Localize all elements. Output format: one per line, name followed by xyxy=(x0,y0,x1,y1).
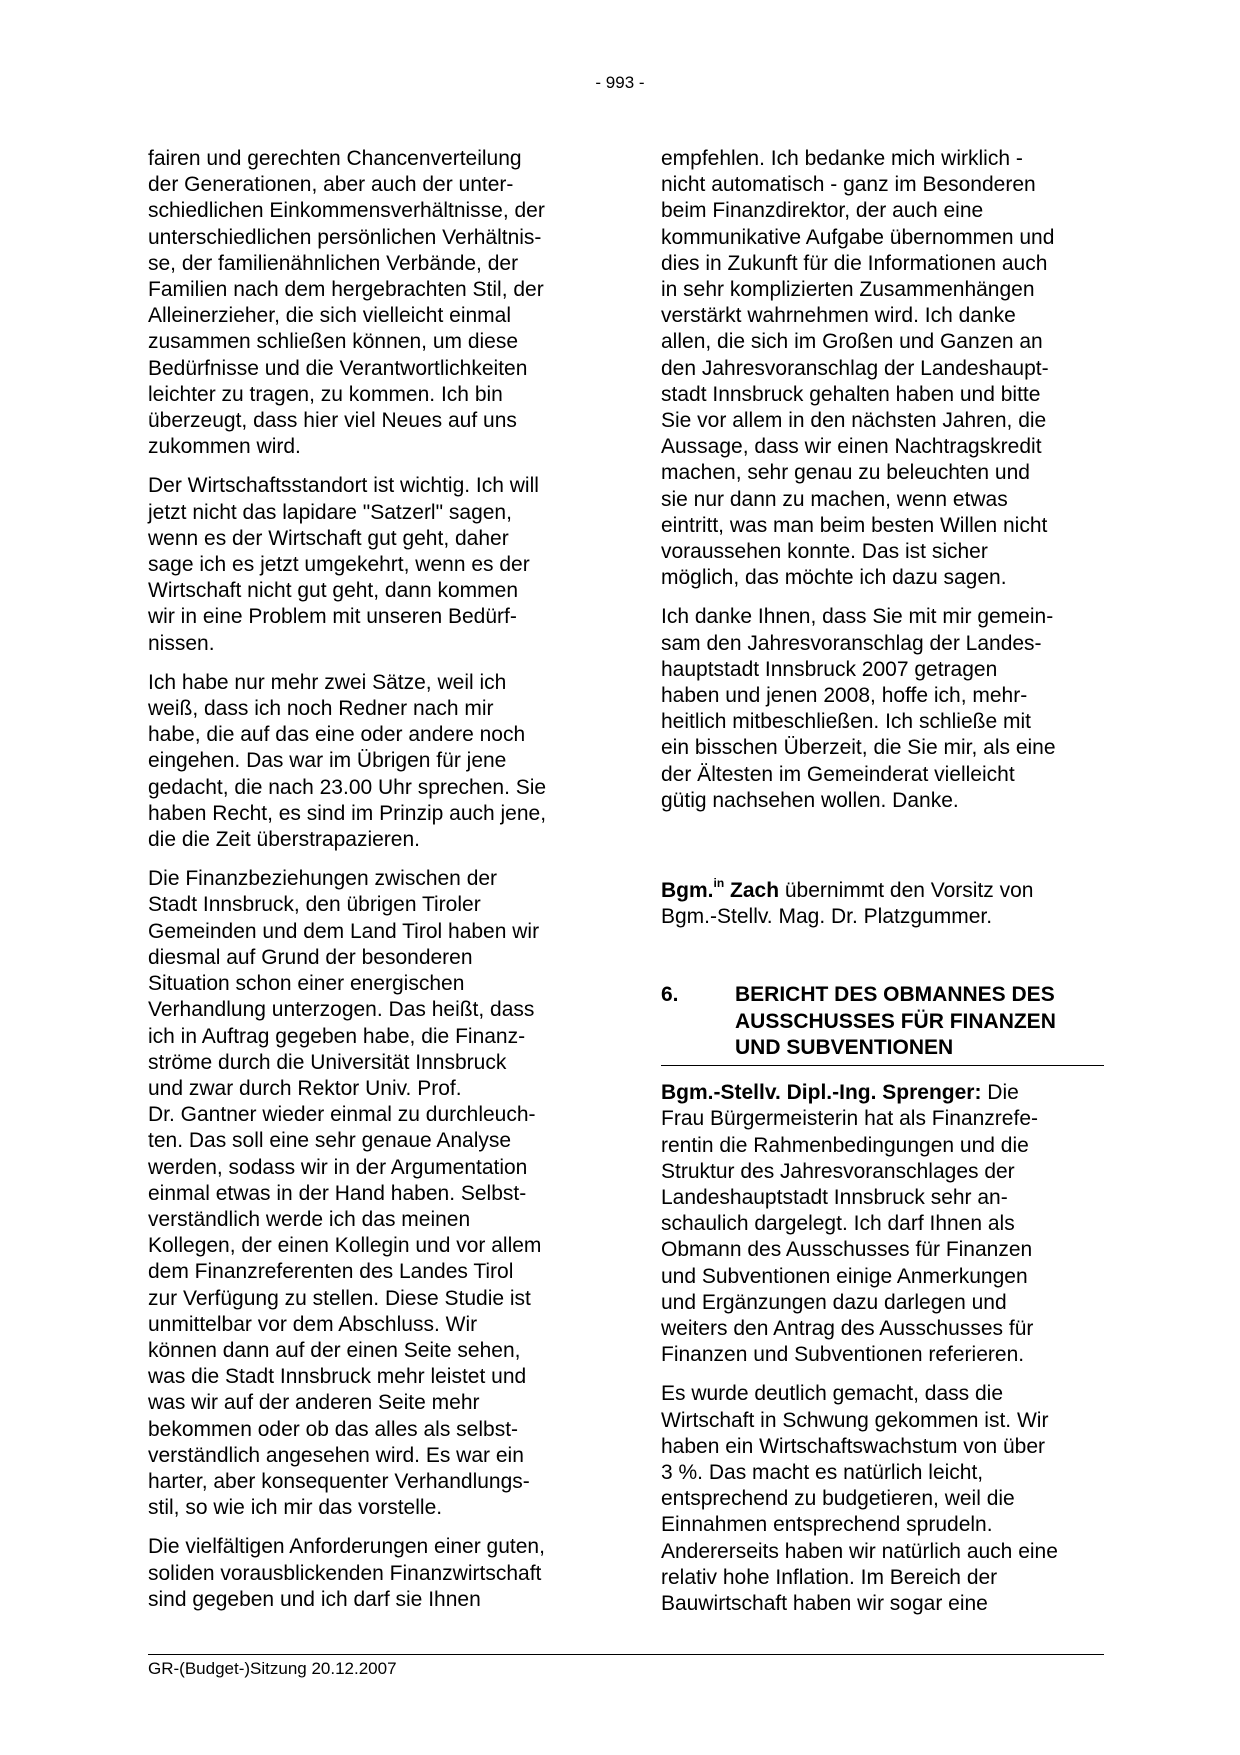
text-line: leichter zu tragen, zu kommen. Ich bin xyxy=(148,382,503,406)
paragraph xyxy=(148,1534,588,1613)
text-line: Ich habe nur mehr zwei Sätze, weil ich xyxy=(148,670,507,694)
text-line: heitlich mitbeschließen. Ich schließe mit xyxy=(661,710,1031,734)
text-line: schaulich dargelegt. Ich darf Ihnen als xyxy=(661,1212,1015,1236)
text-line: kommunikative Aufgabe übernommen und xyxy=(661,225,1055,249)
paragraph xyxy=(148,866,588,1521)
text-line: stil, so wie ich mir das vorstelle. xyxy=(148,1496,443,1520)
text-line: bekommen oder ob das alles als selbst- xyxy=(148,1417,519,1441)
text-line: überzeugt, dass hier viel Neues auf uns xyxy=(148,409,517,433)
paragraph xyxy=(148,473,588,656)
chair-change-note: Bgm.$^{in}$ Zach übernimmt den Vorsitz von Bgm.-Stellv. Mag. Dr. Platzgummer. xyxy=(661,876,1034,929)
text-line: Alleinerzieher, die sich vielleicht einmal xyxy=(148,304,512,328)
text-line: machen, sehr genau zu beleuchten und xyxy=(661,461,1030,485)
text-line: weiters den Antrag des Ausschusses für xyxy=(661,1316,1034,1340)
text-line: Familien nach dem hergebrachten Stil, der xyxy=(148,278,544,302)
text-line: Die vielfältigen Anforderungen einer guten, xyxy=(148,1535,545,1559)
text-line: der Ältesten im Gemeinderat vielleicht xyxy=(661,762,1015,786)
text-line: Ich danke Ihnen, dass Sie mit mir gemein- xyxy=(661,605,1054,629)
text-line: ströme durch die Universität Innsbruck xyxy=(148,1050,507,1074)
text-line: die die Zeit überstrapazieren. xyxy=(148,828,420,852)
text-line: fairen und gerechten Chancenverteilung xyxy=(148,147,522,170)
text-line: zusammen schließen können, um diese xyxy=(148,330,519,354)
right-column xyxy=(661,146,1104,1630)
text-line: wir in eine Problem mit unseren Bedürf- xyxy=(148,605,517,629)
text-line: se, der familienähnlichen Verbände, der xyxy=(148,251,519,275)
text-line: ten. Das soll eine sehr genaue Analyse xyxy=(148,1129,512,1153)
text-line: haben und jenen 2008, hoffe ich, mehr- xyxy=(661,684,1028,708)
paragraph xyxy=(148,146,588,460)
text-line: möglich, das möchte ich dazu sagen. xyxy=(661,566,1007,590)
text-line: rentin die Rahmenbedingungen und die xyxy=(661,1133,1029,1157)
text-line: ein bisschen Überzeit, die Sie mir, als eine xyxy=(661,736,1056,760)
text-line: zur Verfügung zu stellen. Diese Studie ist xyxy=(148,1286,531,1310)
text-line: werden, sodass wir in der Argumentation xyxy=(148,1155,528,1179)
text-line: können dann auf der einen Seite sehen, xyxy=(148,1338,521,1362)
text-line: schiedlichen Einkommensverhältnisse, der xyxy=(148,199,545,223)
text-line: Frau Bürgermeisterin hat als Finanzrefe- xyxy=(661,1107,1038,1131)
text-line: was die Stadt Innsbruck mehr leistet und xyxy=(148,1365,527,1389)
paragraph xyxy=(148,670,588,853)
text-line: sie nur dann zu machen, wenn etwas xyxy=(661,487,1008,511)
text-line: diesmal auf Grund der besonderen xyxy=(148,945,473,969)
text-line: jetzt nicht das lapidare "Satzerl" sagen, xyxy=(148,500,512,524)
text-line: Stadt Innsbruck, den übrigen Tiroler xyxy=(148,893,481,917)
speaker-name: Bgm.$^{in}$ Zach xyxy=(661,876,780,903)
paragraph xyxy=(661,604,1104,814)
text-line: und Ergänzungen dazu darlegen und xyxy=(661,1290,1007,1314)
text-line: Verhandlung unterzogen. Das heißt, dass xyxy=(148,998,535,1022)
text-line: was wir auf der anderen Seite mehr xyxy=(148,1391,480,1415)
page-number: - 993 - xyxy=(595,73,645,92)
text-line: wenn es der Wirtschaft gut geht, daher xyxy=(148,526,509,550)
text-line: Landeshauptstadt Innsbruck sehr an- xyxy=(661,1185,1008,1209)
text-line: empfehlen. Ich bedanke mich wirklich - xyxy=(661,147,1023,170)
text-line: nicht automatisch - ganz im Besonderen xyxy=(661,173,1036,197)
text-line: nissen. xyxy=(148,631,215,655)
text-line: Die Finanzbeziehungen zwischen der xyxy=(148,867,498,891)
text-line: AUSSCHUSSES FÜR FINANZEN xyxy=(735,1009,1056,1033)
text-line: Wirtschaft in Schwung gekommen ist. Wir xyxy=(661,1408,1049,1432)
text-line: haben ein Wirtschaftswachstum von über xyxy=(661,1434,1046,1458)
text-line: dies in Zukunft für die Informationen auch xyxy=(661,251,1048,275)
text-line: ich in Auftrag gegeben habe, die Finanz- xyxy=(148,1024,526,1048)
text-line: gütig nachsehen wollen. Danke. xyxy=(661,788,959,812)
text-line: stadt Innsbruck gehalten haben und bitte xyxy=(661,382,1041,406)
text-line: Aussage, dass wir einen Nachtragskredit xyxy=(661,435,1042,459)
text-line: Es wurde deutlich gemacht, dass die xyxy=(661,1382,1004,1406)
text-line: unterschiedlichen persönlichen Verhältnis- xyxy=(148,225,542,249)
text-line: habe, die auf das eine oder andere noch xyxy=(148,723,526,747)
text-line: unmittelbar vor dem Abschluss. Wir xyxy=(148,1312,478,1336)
text-line: entsprechend zu budgetieren, weil die xyxy=(661,1487,1015,1511)
text-line: sage ich es jetzt umgekehrt, wenn es der xyxy=(148,553,530,577)
text-line: zukommen wird. xyxy=(148,435,301,459)
text-line: und Subventionen einige Anmerkungen xyxy=(661,1264,1028,1288)
text-line: harter, aber konsequenter Verhandlungs- xyxy=(148,1469,530,1493)
speaker-name: Bgm.-Stellv. Dipl.-Ing. Sprenger: xyxy=(661,1081,982,1105)
text-line: Bauwirtschaft haben wir sogar eine xyxy=(661,1591,988,1615)
text-line: dem Finanzreferenten des Landes Tirol xyxy=(148,1260,514,1284)
text-line: in sehr komplizierten Zusammenhängen xyxy=(661,278,1035,302)
footer-divider xyxy=(148,1654,1104,1655)
paragraph xyxy=(661,1381,1104,1617)
text-line: verständlich angesehen wird. Es war ein xyxy=(148,1443,524,1467)
text-line: hauptstadt Innsbruck 2007 getragen xyxy=(661,657,998,681)
text-line: weiß, dass ich noch Redner nach mir xyxy=(148,697,494,721)
text-line: den Jahresvoranschlag der Landeshaupt- xyxy=(661,356,1049,380)
section-heading xyxy=(661,982,1104,1066)
text-line: Einnahmen entsprechend sprudeln. xyxy=(661,1513,993,1537)
text-line: Obmann des Ausschusses für Finanzen xyxy=(661,1238,1033,1262)
text-line: der Generationen, aber auch der unter- xyxy=(148,173,514,197)
text-line: Situation schon einer energischen xyxy=(148,972,465,996)
text-line: haben Recht, es sind im Prinzip auch jene, xyxy=(148,801,547,825)
text-line: eingehen. Das war im Übrigen für jene xyxy=(148,749,507,773)
paragraph xyxy=(661,146,1104,591)
text-line: Sie vor allem in den nächsten Jahren, die xyxy=(661,409,1047,433)
text-line: UND SUBVENTIONEN xyxy=(735,1035,954,1059)
text-line: Kollegen, der einen Kollegin und vor allem xyxy=(148,1234,542,1258)
text-line: Finanzen und Subventionen referieren. xyxy=(661,1343,1025,1367)
text-line: allen, die sich im Großen und Ganzen an xyxy=(661,330,1043,354)
text-line: Struktur des Jahresvoranschlages der xyxy=(661,1159,1015,1183)
text-line: soliden vorausblickenden Finanzwirtschaft xyxy=(148,1561,542,1585)
text-line: sam den Jahresvoranschlag der Landes- xyxy=(661,631,1042,655)
text-line: voraussehen konnte. Das ist sicher xyxy=(661,540,988,564)
text-line: verstärkt wahrnehmen wird. Ich danke xyxy=(661,304,1016,328)
text-line: Gemeinden und dem Land Tirol haben wir xyxy=(148,919,540,943)
text-line: Andererseits haben wir natürlich auch eine xyxy=(661,1539,1058,1563)
text-line: 3 %. Das macht es natürlich leicht, xyxy=(661,1460,984,1484)
text-line: einmal etwas in der Hand haben. Selbst- xyxy=(148,1181,527,1205)
text-line: eintritt, was man beim besten Willen nicht xyxy=(661,513,1048,537)
text-line: Bedürfnisse und die Verantwortlichkeiten xyxy=(148,356,528,380)
footer: GR-(Budget-)Sitzung 20.12.2007 xyxy=(148,1659,397,1678)
text-line: Wirtschaft nicht gut geht, dann kommen xyxy=(148,579,519,603)
text-line: und zwar durch Rektor Univ. Prof. xyxy=(148,1076,462,1100)
text-line: Dr. Gantner wieder einmal zu durchleuch- xyxy=(148,1103,536,1127)
text-line: BERICHT DES OBMANNES DES xyxy=(735,983,1055,1007)
text-line: gedacht, die nach 23.00 Uhr sprechen. Sie xyxy=(148,775,547,799)
speech-paragraph: Bgm.-Stellv. Dipl.-Ing. Sprenger: Die Frau Bürgermeisterin hat als Finanzrefe- rentin die Rahmenbedingungen und die Struktur des Jahresvoranschlages der Landeshauptstadt Innsbruck sehr an- schaulich dargelegt. Ich darf Ihnen als Obmann des Ausschusses für Finanzen und Subventionen einige Anmerkungen und Ergänzungen dazu darlegen und weiters den Antrag des Ausschusses für Finanzen und Subventionen referieren. xyxy=(661,1080,1104,1368)
text-line: Der Wirtschaftsstandort ist wichtig. Ich will xyxy=(148,474,539,498)
text-line: beim Finanzdirektor, der auch eine xyxy=(661,199,984,223)
section-title xyxy=(735,982,1104,1061)
text-line: verständlich werde ich das meinen xyxy=(148,1207,471,1231)
text-line: sind gegeben und ich darf sie Ihnen xyxy=(148,1587,481,1611)
left-column xyxy=(148,146,588,1626)
text-line: relativ hohe Inflation. Im Bereich der xyxy=(661,1565,998,1589)
section-number: 6. xyxy=(661,983,679,1007)
